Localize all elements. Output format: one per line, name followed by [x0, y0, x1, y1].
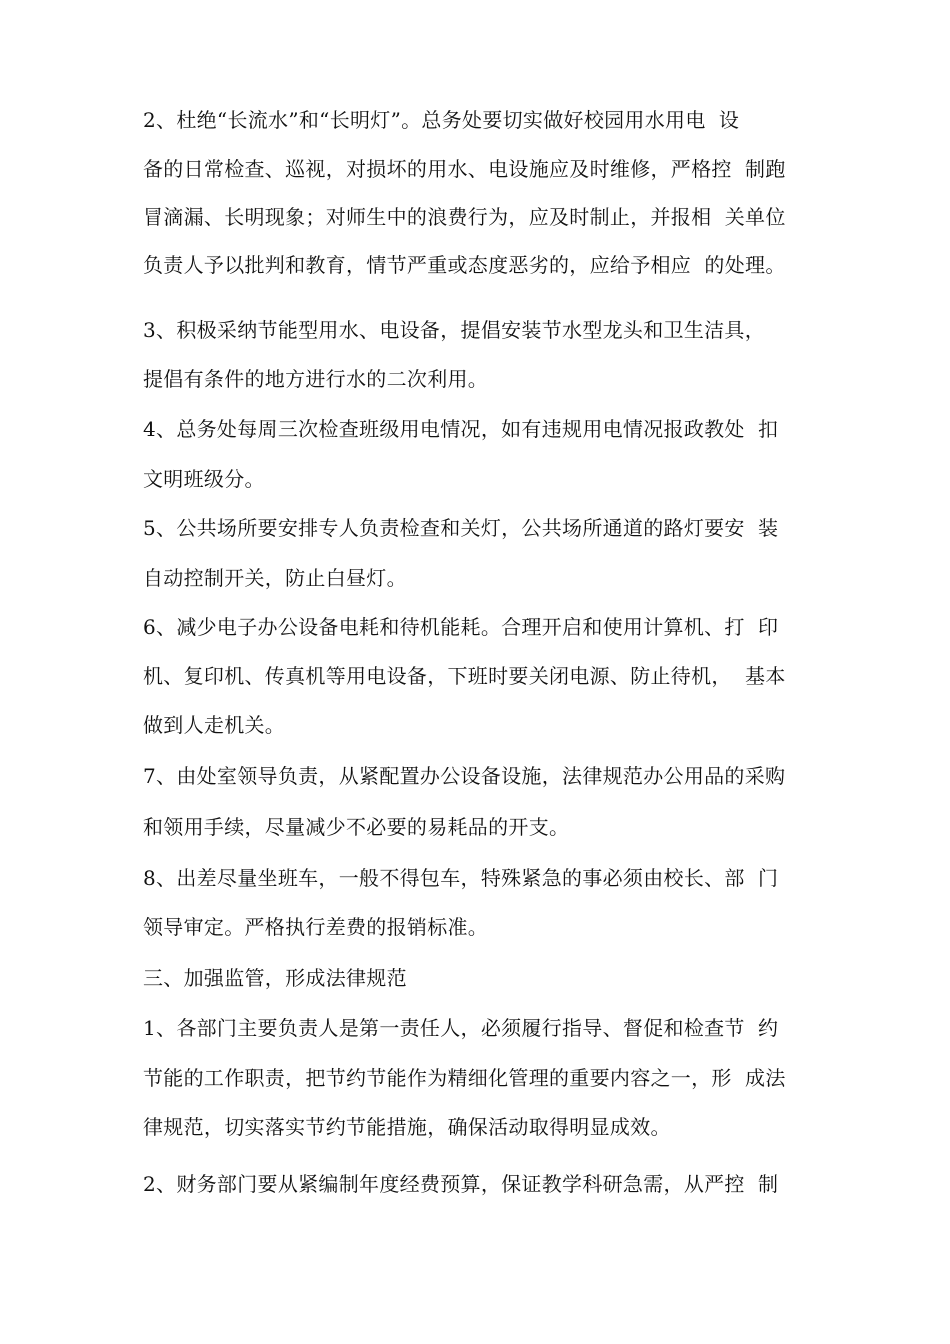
- text-line: 备的日常检查、巡视，对损坏的用水、电设施应及时维修，严格控 制跑: [143, 157, 786, 181]
- text-line: 和领用手续，尽量减少不必要的易耗品的开支。: [143, 815, 570, 839]
- text-line: 自动控制开关，防止白昼灯。: [143, 566, 407, 590]
- text-line: 节能的工作职责，把节约节能作为精细化管理的重要内容之一，形 成法: [143, 1066, 786, 1090]
- text-line: 机、复印机、传真机等用电设备，下班时要关闭电源、防止待机， 基本: [143, 664, 786, 688]
- text-line: 文明班级分。: [143, 467, 265, 491]
- text-line: 6、减少电子办公设备电耗和待机能耗。合理开启和使用计算机、打 印: [143, 615, 779, 639]
- text-line: 提倡有条件的地方进行水的二次利用。: [143, 367, 489, 391]
- text-line: 3、积极采纳节能型用水、电设备，提倡安装节水型龙头和卫生洁具，: [143, 318, 766, 342]
- text-line: 冒滴漏、长明现象；对师生中的浪费行为，应及时制止，并报相 关单位: [143, 205, 786, 229]
- text-line: 5、公共场所要安排专人负责检查和关灯，公共场所通道的路灯要安 装: [143, 516, 779, 540]
- text-line: 领导审定。严格执行差费的报销标准。: [143, 915, 489, 939]
- section-heading: 三、加强监管，形成法律规范: [143, 966, 407, 990]
- text-line: 2、杜绝“长流水”和“长明灯”。总务处要切实做好校园用水用电 设: [143, 108, 740, 132]
- text-line: 4、总务处每周三次检查班级用电情况，如有违规用电情况报政教处 扣: [143, 417, 779, 441]
- text-line: 律规范，切实落实节约节能措施，确保活动取得明显成效。: [143, 1115, 671, 1139]
- text-line: 1、各部门主要负责人是第一责任人，必须履行指导、督促和检查节 约: [143, 1016, 779, 1040]
- text-line: 负责人予以批判和教育，情节严重或态度恶劣的，应给予相应 的处理。: [143, 253, 786, 277]
- text-line: 7、由处室领导负责，从紧配置办公设备设施，法律规范办公用品的采购: [143, 764, 786, 788]
- text-line: 做到人走机关。: [143, 713, 286, 737]
- text-line: 8、出差尽量坐班车，一般不得包车，特殊紧急的事必须由校长、部 门: [143, 866, 779, 890]
- text-line: 2、财务部门要从紧编制年度经费预算，保证教学科研急需，从严控 制: [143, 1172, 779, 1196]
